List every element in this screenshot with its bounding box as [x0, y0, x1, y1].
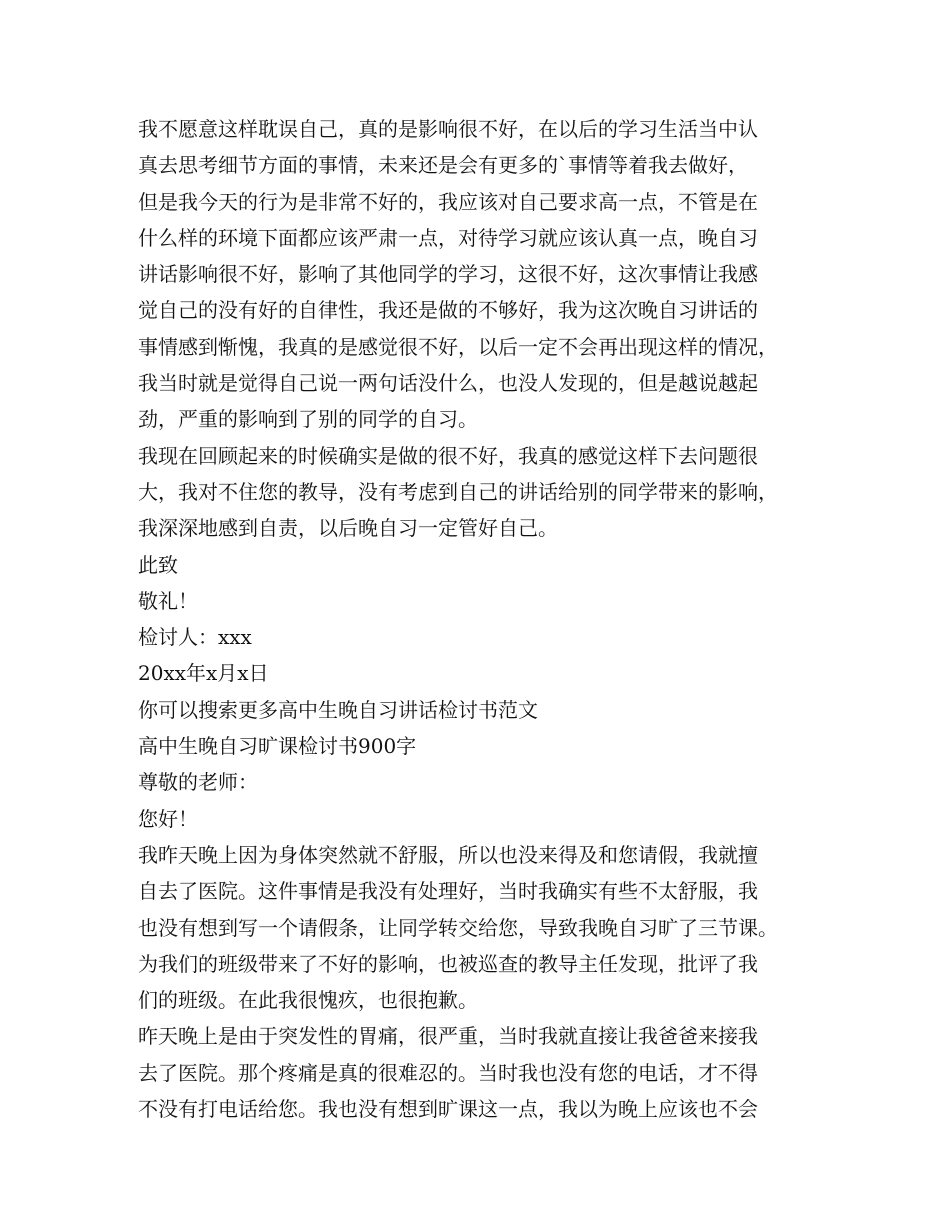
section-title: 高中生晚自习旷课检讨书900字	[138, 734, 417, 759]
text-line: 也没有想到写一个请假条，让同学转交给您，导致我晚自习旷了三节课。	[138, 915, 778, 940]
search-suggestion: 你可以搜索更多高中生晚自习讲话检讨书范文	[138, 697, 538, 722]
signature-line: 检讨人：xxx	[138, 625, 252, 650]
text-line: 但是我今天的行为是非常不好的，我应该对自己要求高一点，不管是在	[138, 189, 758, 214]
text-line: 什么样的环境下面都应该严肃一点，对待学习就应该认真一点，晚自习	[138, 225, 758, 250]
text-line: 不没有打电话给您。我也没有想到旷课这一点，我以为晚上应该也不会	[138, 1097, 758, 1122]
text-line: 我现在回顾起来的时候确实是做的很不好，我真的感觉这样下去问题很	[138, 443, 758, 468]
text-line: 我不愿意这样耽误自己，真的是影响很不好，在以后的学习生活当中认	[138, 117, 758, 141]
text-line: 们的班级。在此我很愧疚，也很抱歉。	[138, 988, 478, 1013]
text-line: 觉自己的没有好的自律性，我还是做的不够好，我为这次晚自习讲话的	[138, 298, 758, 323]
text-line: 为我们的班级带来了不好的影响，也被巡查的教导主任发现，批评了我	[138, 951, 758, 976]
text-line: 我昨天晚上因为身体突然就不舒服，所以也没来得及和您请假，我就擅	[138, 842, 758, 867]
text-line: 我当时就是觉得自己说一两句话没什么，也没人发现的，但是越说越起	[138, 371, 758, 396]
text-line: 去了医院。那个疼痛是真的很难忍的。当时我也没有您的电话，才不得	[138, 1060, 758, 1085]
text-line: 自去了医院。这件事情是我没有处理好，当时我确实有些不太舒服，我	[138, 879, 758, 904]
greeting-line: 尊敬的老师：	[138, 770, 258, 795]
greeting-line: 您好！	[138, 806, 198, 831]
text-line: 讲话影响很不好，影响了其他同学的学习，这很不好，这次事情让我感	[138, 262, 758, 287]
text-line: 昨天晚上是由于突发性的胃痛，很严重，当时我就直接让我爸爸来接我	[138, 1024, 758, 1049]
closing-salutation: 此致	[138, 552, 178, 577]
text-line: 我深深地感到自责，以后晚自习一定管好自己。	[138, 516, 558, 541]
text-line: 大，我对不住您的教导，没有考虑到自己的讲话给别的同学带来的影响，	[138, 479, 778, 504]
date-line: 20xx年x月x日	[138, 661, 269, 686]
document-body	[138, 111, 828, 1127]
text-line: 事情感到惭愧，我真的是感觉很不好，以后一定不会再出现这样的情况，	[138, 334, 778, 359]
text-line: 真去思考细节方面的事情，未来还是会有更多的`事情等着我去做好，	[138, 153, 748, 178]
closing-regards: 敬礼！	[138, 588, 198, 613]
text-line: 劲，严重的影响到了别的同学的自习。	[138, 407, 478, 432]
